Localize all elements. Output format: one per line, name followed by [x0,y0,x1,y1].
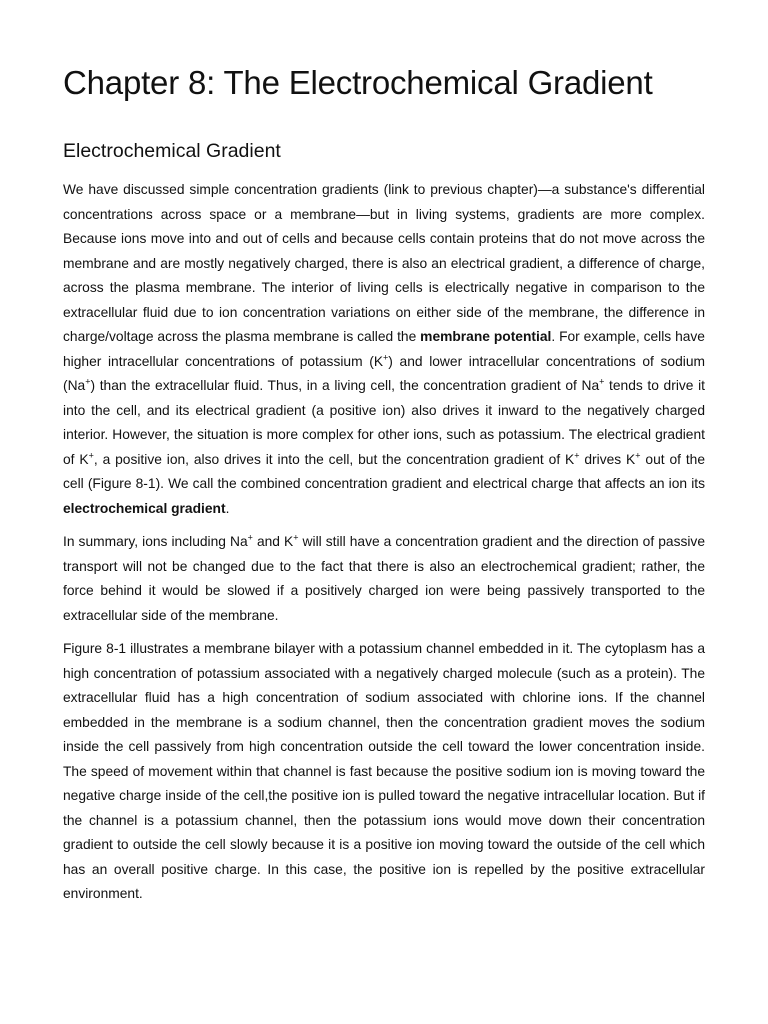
superscript-plus: + [383,351,389,362]
term-membrane-potential: membrane potential [420,329,552,344]
paragraph-1 [63,178,705,521]
text-run: . [225,500,230,516]
paragraph-2 [63,530,705,628]
text-run: and K [252,534,294,549]
superscript-plus: + [85,376,91,387]
superscript-plus: + [635,449,641,460]
section-heading: Electrochemical Gradient [63,140,281,162]
text-run: , a positive ion, also drives it into the cell, but the concentration gradient of K [93,451,575,467]
superscript-plus: + [247,532,253,543]
text-run: tends to drive it into the cell, and its electrical gradient (a positive ion) also drives it inward to the negatively charged interior. However, the situation is more complex for other ions, such as potassium. The electrical gradient of K [63,378,705,467]
paragraph-3: Figure 8-1 illustrates a membrane bilayer with a potassium channel embedded in it. The cytoplasm has a high concentration of potassium associated with a negatively charged molecule (such as a protein). The extracellular fluid has a high concentration of sodium associated with chlorine ions. If the channel embedded in the membrane is a sodium channel, then the concentration gradient moves the sodium inside the cell passively from high concentration outside the cell toward the lower concentration inside. The speed of movement within that channel is fast because the positive sodium ion is moving toward the negative charge inside of the cell,the positive ion is pulled toward the negative intracellular location. But if the channel is a potassium channel, then the potassium ions would move down their concentration gradient to outside the cell slowly because it is a positive ion moving toward the outside of the cell which has an overall positive charge. In this case, the positive ion is repelled by the positive extracellular environment. [63,641,705,901]
chapter-title: Chapter 8: The Electrochemical Gradient [63,64,653,101]
superscript-plus: + [293,532,299,543]
superscript-plus: + [88,449,94,460]
text-run: out of the cell (Figure 8-1). We call the combined concentration gradient and electrical charge that affects an ion its [63,451,706,491]
text-run: will still have a concentration gradient and the direction of passive transport will not be changed due to the fact that there is also an electrochemical gradient; rather, the force behind it would be slowed if a positively charged ion were being passively transported to the extracellular side of the membrane. [63,534,706,623]
text-run: ) than the extracellular fluid. Thus, in a living cell, the concentration gradient of Na [90,378,600,393]
text-run: In summary, ions including Na [63,534,248,549]
superscript-plus: + [574,449,580,460]
superscript-plus: + [599,376,605,387]
text-run: We have discussed simple concentration gradients (link to previous chapter)—a substance's differential concentrations across space or a membrane—but in living systems, gradients are more complex. Because ions move into and out of cells and because cells contain proteins that do not move across the membrane and are mostly negatively charged, there is also an electrical gradient, a difference of charge, across the plasma membrane. The interior of living cells is electrically negative in comparison to the extracellular fluid due to ion concentration variations on either side of the membrane, the difference in charge/voltage across the plasma membrane is called the [63,182,705,344]
text-run: . For example, cells have higher intracellular concentrations of potassium (K [63,329,705,369]
text-run: drives K [579,451,636,467]
document-page [63,62,705,907]
text-run: ) and lower intracellular concentrations of sodium (Na [63,353,705,393]
term-electrochemical-gradient: electrochemical gradient [63,500,226,516]
